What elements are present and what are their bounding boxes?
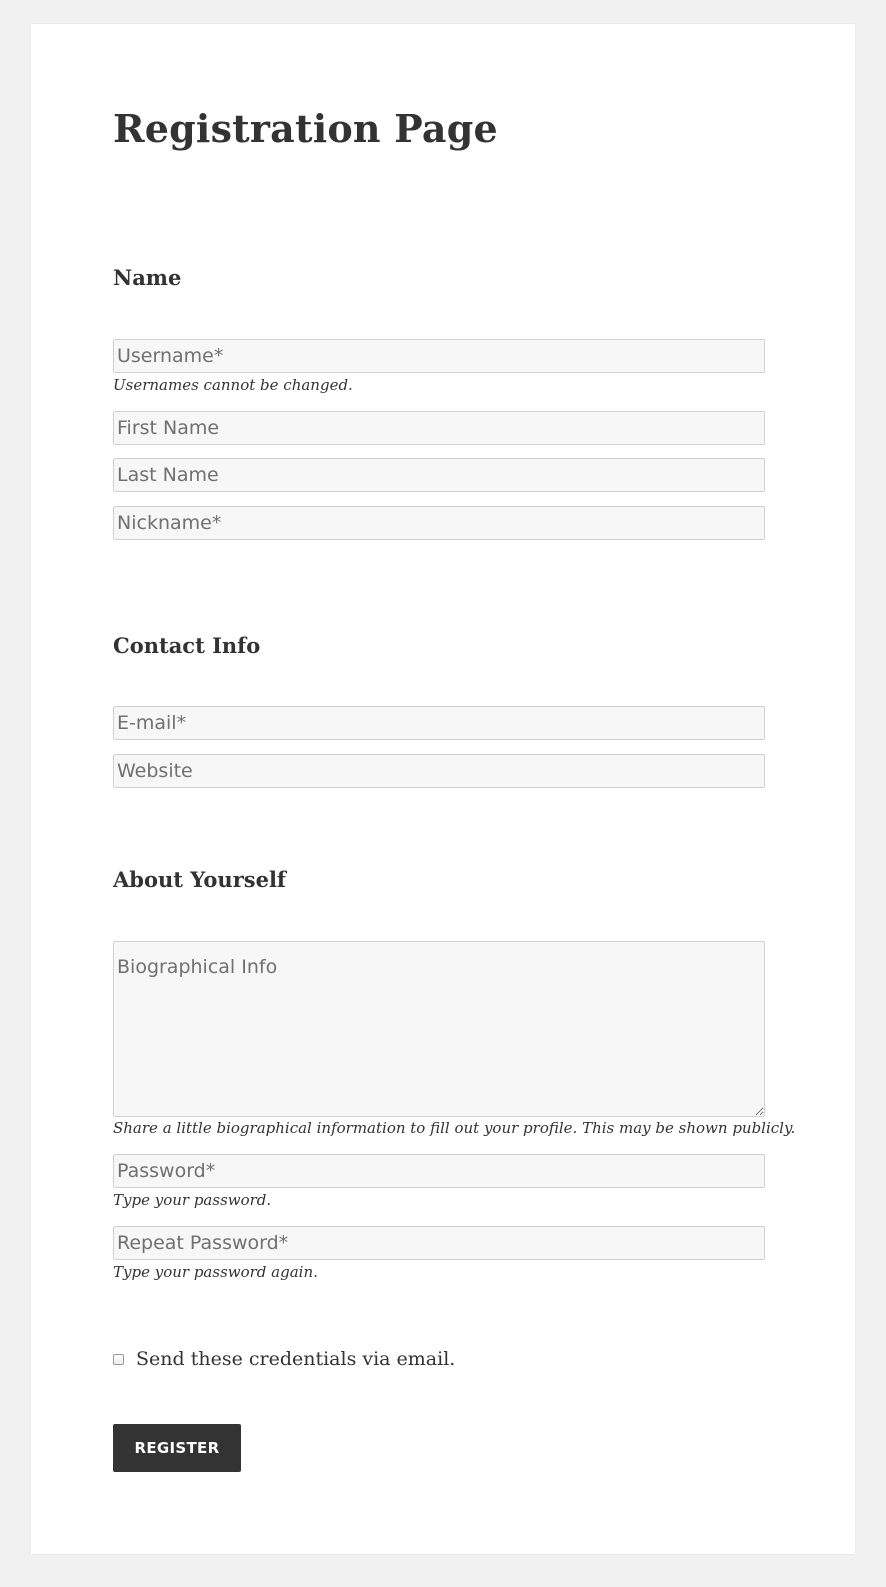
registration-card [31,24,855,1554]
send-credentials-checkbox[interactable] [113,1354,124,1365]
section-heading-about-yourself: About Yourself [113,867,286,892]
nickname-input[interactable] [113,506,765,540]
website-input[interactable] [113,754,765,788]
biographical-info-textarea[interactable] [113,941,765,1117]
password-input[interactable] [113,1154,765,1188]
password-hint: Type your password. [113,1191,272,1209]
first-name-input[interactable] [113,411,765,445]
last-name-input[interactable] [113,458,765,492]
repeat-password-hint: Type your password again. [113,1263,318,1281]
page-title: Registration Page [113,106,498,151]
username-input[interactable] [113,339,765,373]
username-hint: Usernames cannot be changed. [113,376,353,394]
register-button[interactable]: REGISTER [113,1424,241,1472]
section-heading-contact-info: Contact Info [113,633,261,658]
repeat-password-input[interactable] [113,1226,765,1260]
section-heading-name: Name [113,265,182,290]
email-input[interactable] [113,706,765,740]
send-credentials-label[interactable]: Send these credentials via email. [136,1348,456,1370]
biographical-info-hint: Share a little biographical information to fill out your profile. This may be shown publicly. [113,1119,796,1137]
